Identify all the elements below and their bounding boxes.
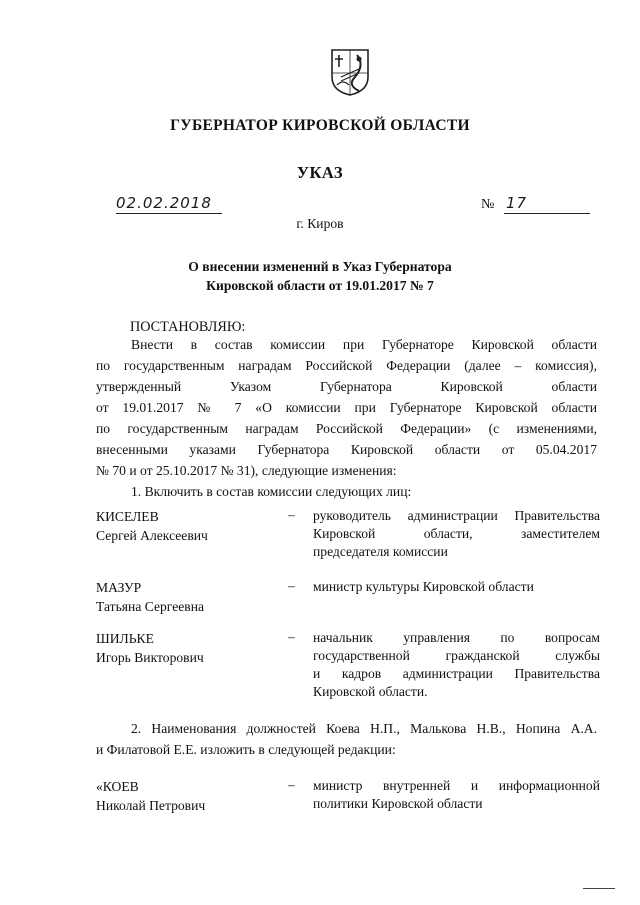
member-name: Татьяна Сергеевна	[96, 599, 204, 614]
handwritten-date: 02.02.2018	[116, 194, 212, 212]
handwritten-number: 17	[506, 194, 528, 212]
member-dash: –	[288, 578, 295, 593]
member-surname: МАЗУР	[96, 580, 142, 595]
member-surname: ШИЛЬКЕ	[96, 631, 154, 646]
member-dash: –	[288, 507, 295, 522]
member-surname: КИСЕЛЕВ	[96, 509, 159, 524]
member-role-line: Кировской области.	[313, 684, 428, 699]
coat-of-arms-emblem	[329, 47, 371, 97]
intro-line: по государственным наградам Российской Федерации (далее – комиссия),	[96, 358, 597, 373]
member-role-line: министр внутренней и информационной	[313, 778, 600, 793]
member-name: Сергей Алексеевич	[96, 528, 208, 543]
intro-line: от 19.01.2017 № 7 «О комиссии при Губернаторе Кировской области	[96, 400, 597, 415]
intro-line: № 70 и от 25.10.2017 № 31), следующие изменения:	[96, 463, 397, 478]
resolve-word: ПОСТАНОВЛЯЮ:	[130, 319, 246, 335]
intro-line: по государственным наградам Российской Федерации» (с изменениями,	[96, 421, 597, 436]
decree-heading	[0, 257, 640, 295]
document-type: УКАЗ	[296, 163, 344, 182]
member-name: Игорь Викторович	[96, 650, 204, 665]
member-role-line: министр культуры Кировской области	[313, 579, 534, 594]
item-2-line: и Филатовой Е.Е. изложить в следующей редакции:	[96, 742, 396, 757]
number-label: №	[481, 197, 495, 212]
page-corner-mark	[583, 888, 615, 889]
intro-line: внесенными указами Губернатора Кировской области от 05.04.2017	[96, 442, 597, 457]
intro-line: Внести в состав комиссии при Губернаторе Кировской области	[131, 337, 597, 352]
intro-line: утвержденный Указом Губернатора Кировской области	[96, 379, 597, 394]
member-role-line: политики Кировской области	[313, 796, 483, 811]
city-name: г. Киров	[296, 216, 344, 231]
member-role-line: руководитель администрации Правительства	[313, 508, 600, 523]
member-role-line: Кировской области, заместителем	[313, 526, 600, 541]
member-role-line: государственной гражданской службы	[313, 648, 600, 663]
member-dash: –	[288, 629, 295, 644]
heading-line: Кировской области от 19.01.2017 № 7	[206, 278, 434, 293]
member-role-line: и кадров администрации Правительства	[313, 666, 600, 681]
item-1: 1. Включить в состав комиссии следующих лиц:	[131, 484, 412, 499]
item-2-line: 2. Наименования должностей Коева Н.П., Малькова Н.В., Нопина А.А.	[131, 721, 597, 736]
member-role-line: председателя комиссии	[313, 544, 448, 559]
member-role-line: начальник управления по вопросам	[313, 630, 600, 645]
heading-line: О внесении изменений в Указ Губернатора	[188, 259, 452, 274]
member-dash: –	[288, 777, 295, 792]
member-surname: «КОЕВ	[96, 779, 139, 794]
member-name: Николай Петрович	[96, 798, 206, 813]
document-title: ГУБЕРНАТОР КИРОВСКОЙ ОБЛАСТИ	[170, 117, 470, 134]
